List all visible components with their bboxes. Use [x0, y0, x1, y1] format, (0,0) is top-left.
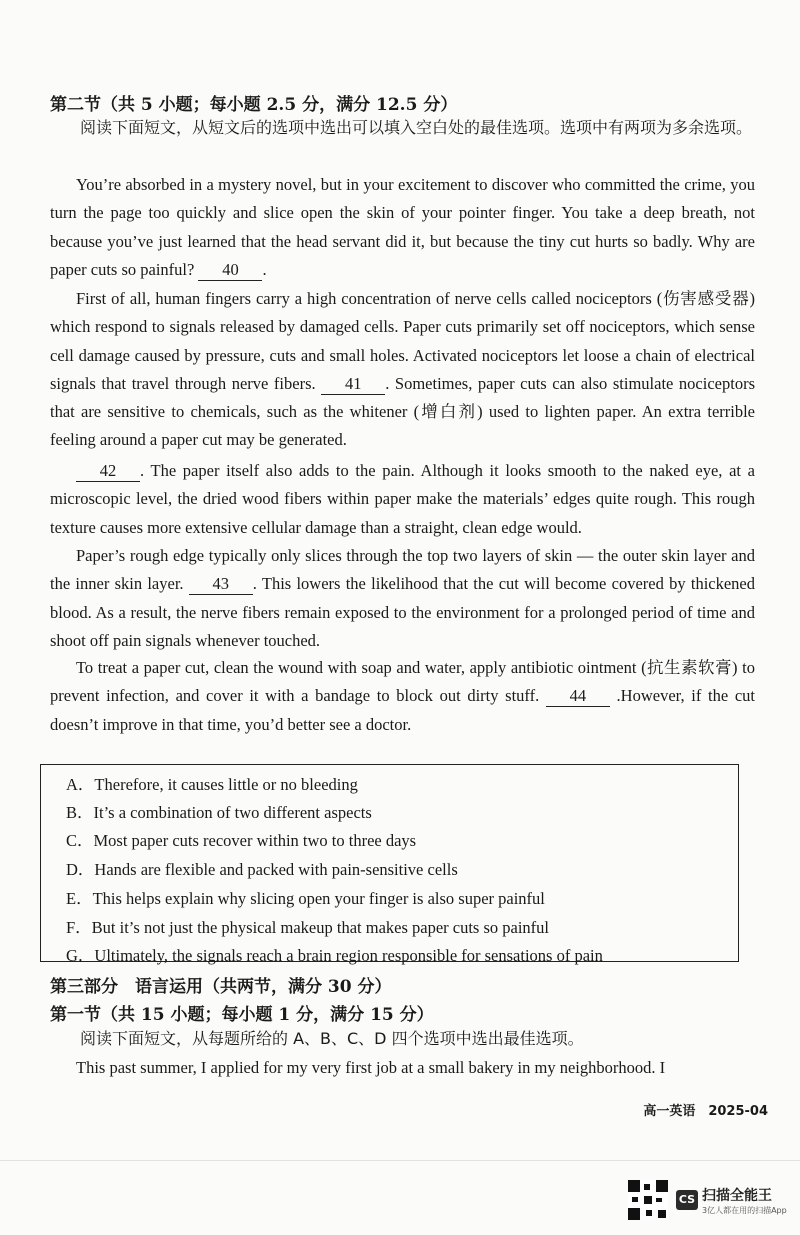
paragraph-text: . This lowers the likelihood that the cut will become covered by thickened blood. As a result, the nerve fibers remain exposed to the environment for a prolonged period of time and shoot off pain signals whenever touched.	[50, 574, 755, 650]
scanner-text	[702, 1185, 787, 1216]
option-f[interactable]: F．But it’s not just the physical makeup that makes paper cuts so painful	[66, 918, 550, 937]
option-b[interactable]: B．It’s a combination of two different aspects	[66, 803, 372, 822]
blank-43[interactable]: 43	[189, 574, 253, 595]
blank-40[interactable]: 40	[198, 260, 262, 281]
part3-instruction: 阅读下面短文，从每题所给的 A、B、C、D 四个选项中选出最佳选项。	[80, 1029, 584, 1048]
section2-heading: 第二节（共 5 小题；每小题 2.5 分，满分 12.5 分）	[50, 95, 458, 115]
scanner-subtitle: 3亿人都在用的扫描App	[702, 1205, 787, 1215]
scanner-brand: 扫描全能王	[702, 1187, 772, 1204]
qr-code-icon	[628, 1180, 668, 1220]
blank-42[interactable]: 42	[76, 461, 140, 482]
blank-41[interactable]: 41	[321, 374, 385, 395]
option-d[interactable]: D．Hands are flexible and packed with pain-sensitive cells	[66, 860, 458, 879]
part3-passage-first-line: This past summer, I applied for my very first job at a small bakery in my neighborhood. I	[76, 1058, 666, 1077]
scan-divider	[0, 1160, 800, 1161]
passage-paragraph-2	[50, 285, 755, 455]
section2-instruction: 阅读下面短文，从短文后的选项中选出可以填入空白处的最佳选项。选项中有两项为多余选项。	[80, 118, 753, 137]
part3-heading: 第三部分 语言运用（共两节，满分 30 分）	[50, 977, 392, 997]
passage-paragraph-4	[50, 542, 755, 655]
blank-44[interactable]: 44	[546, 686, 610, 707]
paragraph-text: . Sometimes, paper cuts can also stimulate nociceptors that are sensitive to chemicals, such as the whitener (增白剂) used to lighten paper. An extra terrible feeling around a paper cut may be generated.	[50, 373, 755, 450]
paragraph-text: To treat a paper cut, clean the wound with soap and water, apply antibiotic ointment (抗生素软膏) to prevent infection, and cover it with a bandage to block out dirty stuff.	[50, 658, 755, 706]
part3-section1-heading: 第一节（共 15 小题；每小题 1 分，满分 15 分）	[50, 1005, 434, 1025]
scanner-watermark	[628, 1180, 787, 1220]
passage-paragraph-3	[50, 457, 755, 542]
option-g[interactable]: G．Ultimately, the signals reach a brain region responsible for sensations of pain	[66, 946, 603, 965]
paragraph-text: . The paper itself also adds to the pain. Although it looks smooth to the naked eye, at a microscopic level, the dried wood fibers within paper make the materials’ edges quite rough. This rough texture causes more extensive cellular damage than a straight, clean edge would.	[50, 461, 755, 537]
paragraph-text: Paper’s rough edge typically only slices through the top two layers of skin — the outer skin layer and the inner skin layer.	[50, 546, 755, 594]
paragraph-text: You’re absorbed in a mystery novel, but in your excitement to discover who committed the crime, you turn the page too quickly and slice open the skin of your pointer finger. You take a deep breath, not because you’ve just learned that the head servant did it, but because the tiny cut hurts so badly. Why are paper cuts so painful?	[50, 175, 755, 279]
passage-paragraph-1	[50, 171, 755, 284]
passage-paragraph-5	[50, 654, 755, 739]
paragraph-text: .However, if the cut doesn’t improve in that time, you’d better see a doctor.	[50, 686, 755, 734]
paragraph-text: First of all, human fingers carry a high concentration of nerve cells called nociceptors (伤害感受器) which respond to signals released by damaged cells. Paper cuts primarily set off nociceptors, which sense cell damage caused by pressure, cuts and small holes. Activated nociceptors let loose a chain of electrical signals that travel through nerve fibers.	[50, 289, 755, 393]
option-a[interactable]: A．Therefore, it causes little or no bleeding	[66, 775, 358, 794]
page-footer: 高一英语 2025-04	[643, 1104, 768, 1119]
camscanner-logo-icon: CS	[676, 1190, 698, 1210]
paragraph-text: .	[262, 259, 267, 279]
options-box	[40, 764, 739, 965]
option-c[interactable]: C．Most paper cuts recover within two to three days	[66, 831, 417, 850]
option-e[interactable]: E．This helps explain why slicing open your finger is also super painful	[66, 889, 545, 908]
